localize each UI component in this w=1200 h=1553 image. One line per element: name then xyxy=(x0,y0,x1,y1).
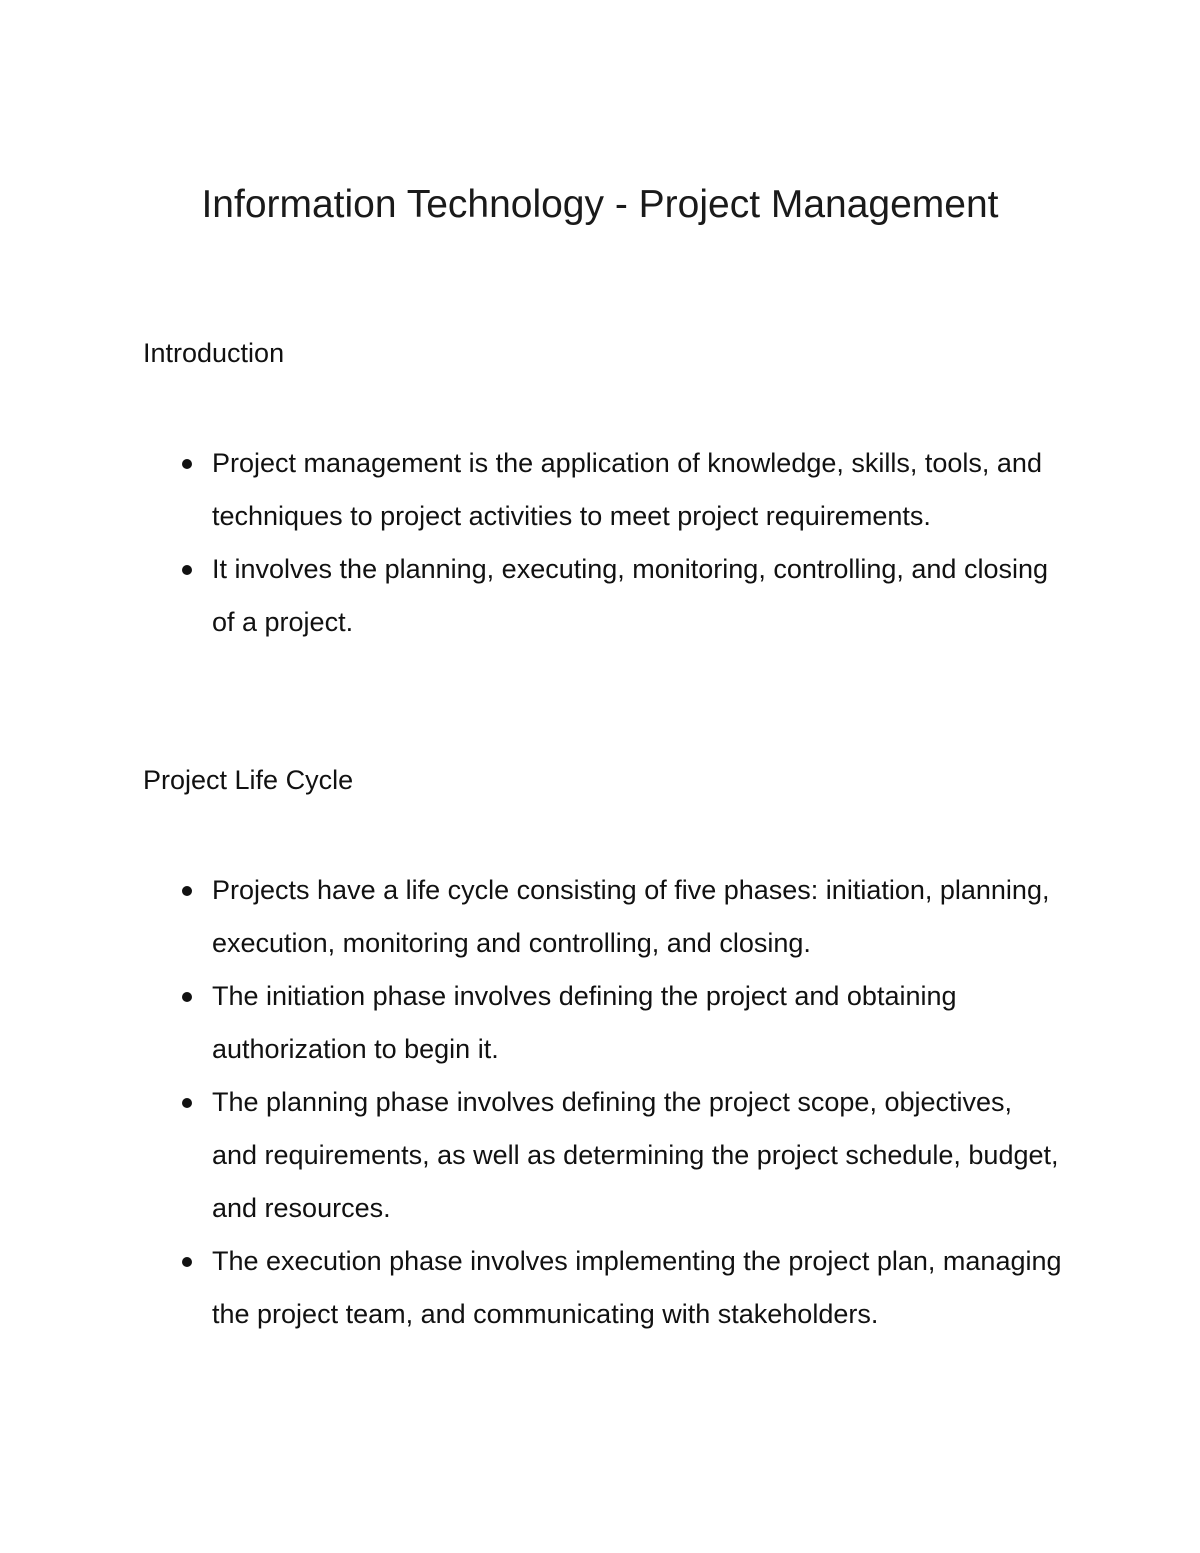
bullet-icon xyxy=(182,565,192,575)
list-item-text: Projects have a life cycle consisting of five phases: initiation, planning, execution, monitoring and controlling, and closing. xyxy=(212,875,1050,958)
section-heading-introduction: Introduction xyxy=(143,338,285,368)
list-item xyxy=(212,543,1062,649)
list-item xyxy=(212,437,1062,543)
list-item xyxy=(212,1076,1062,1235)
project-life-cycle-bullet-list xyxy=(212,864,1062,1341)
list-item-text: Project management is the application of knowledge, skills, tools, and techniques to project activities to meet project requirements. xyxy=(212,448,1042,531)
list-item xyxy=(212,864,1062,970)
bullet-icon xyxy=(182,992,192,1002)
bullet-icon xyxy=(182,459,192,469)
list-item-text: The execution phase involves implementing the project plan, managing the project team, and communicating with stakeholders. xyxy=(212,1246,1062,1329)
list-item xyxy=(212,1235,1062,1341)
list-item-text: It involves the planning, executing, monitoring, controlling, and closing of a project. xyxy=(212,554,1048,637)
introduction-bullet-list xyxy=(212,437,1062,649)
document-title: Information Technology - Project Management xyxy=(201,183,999,226)
bullet-icon xyxy=(182,886,192,896)
bullet-icon xyxy=(182,1257,192,1267)
section-heading-project-life-cycle: Project Life Cycle xyxy=(143,765,354,795)
list-item-text: The planning phase involves defining the project scope, objectives, and requirements, as well as determining the project schedule, budget, and resources. xyxy=(212,1087,1059,1223)
list-item-text: The initiation phase involves defining the project and obtaining authorization to begin it. xyxy=(212,981,957,1064)
list-item xyxy=(212,970,1062,1076)
bullet-icon xyxy=(182,1098,192,1108)
